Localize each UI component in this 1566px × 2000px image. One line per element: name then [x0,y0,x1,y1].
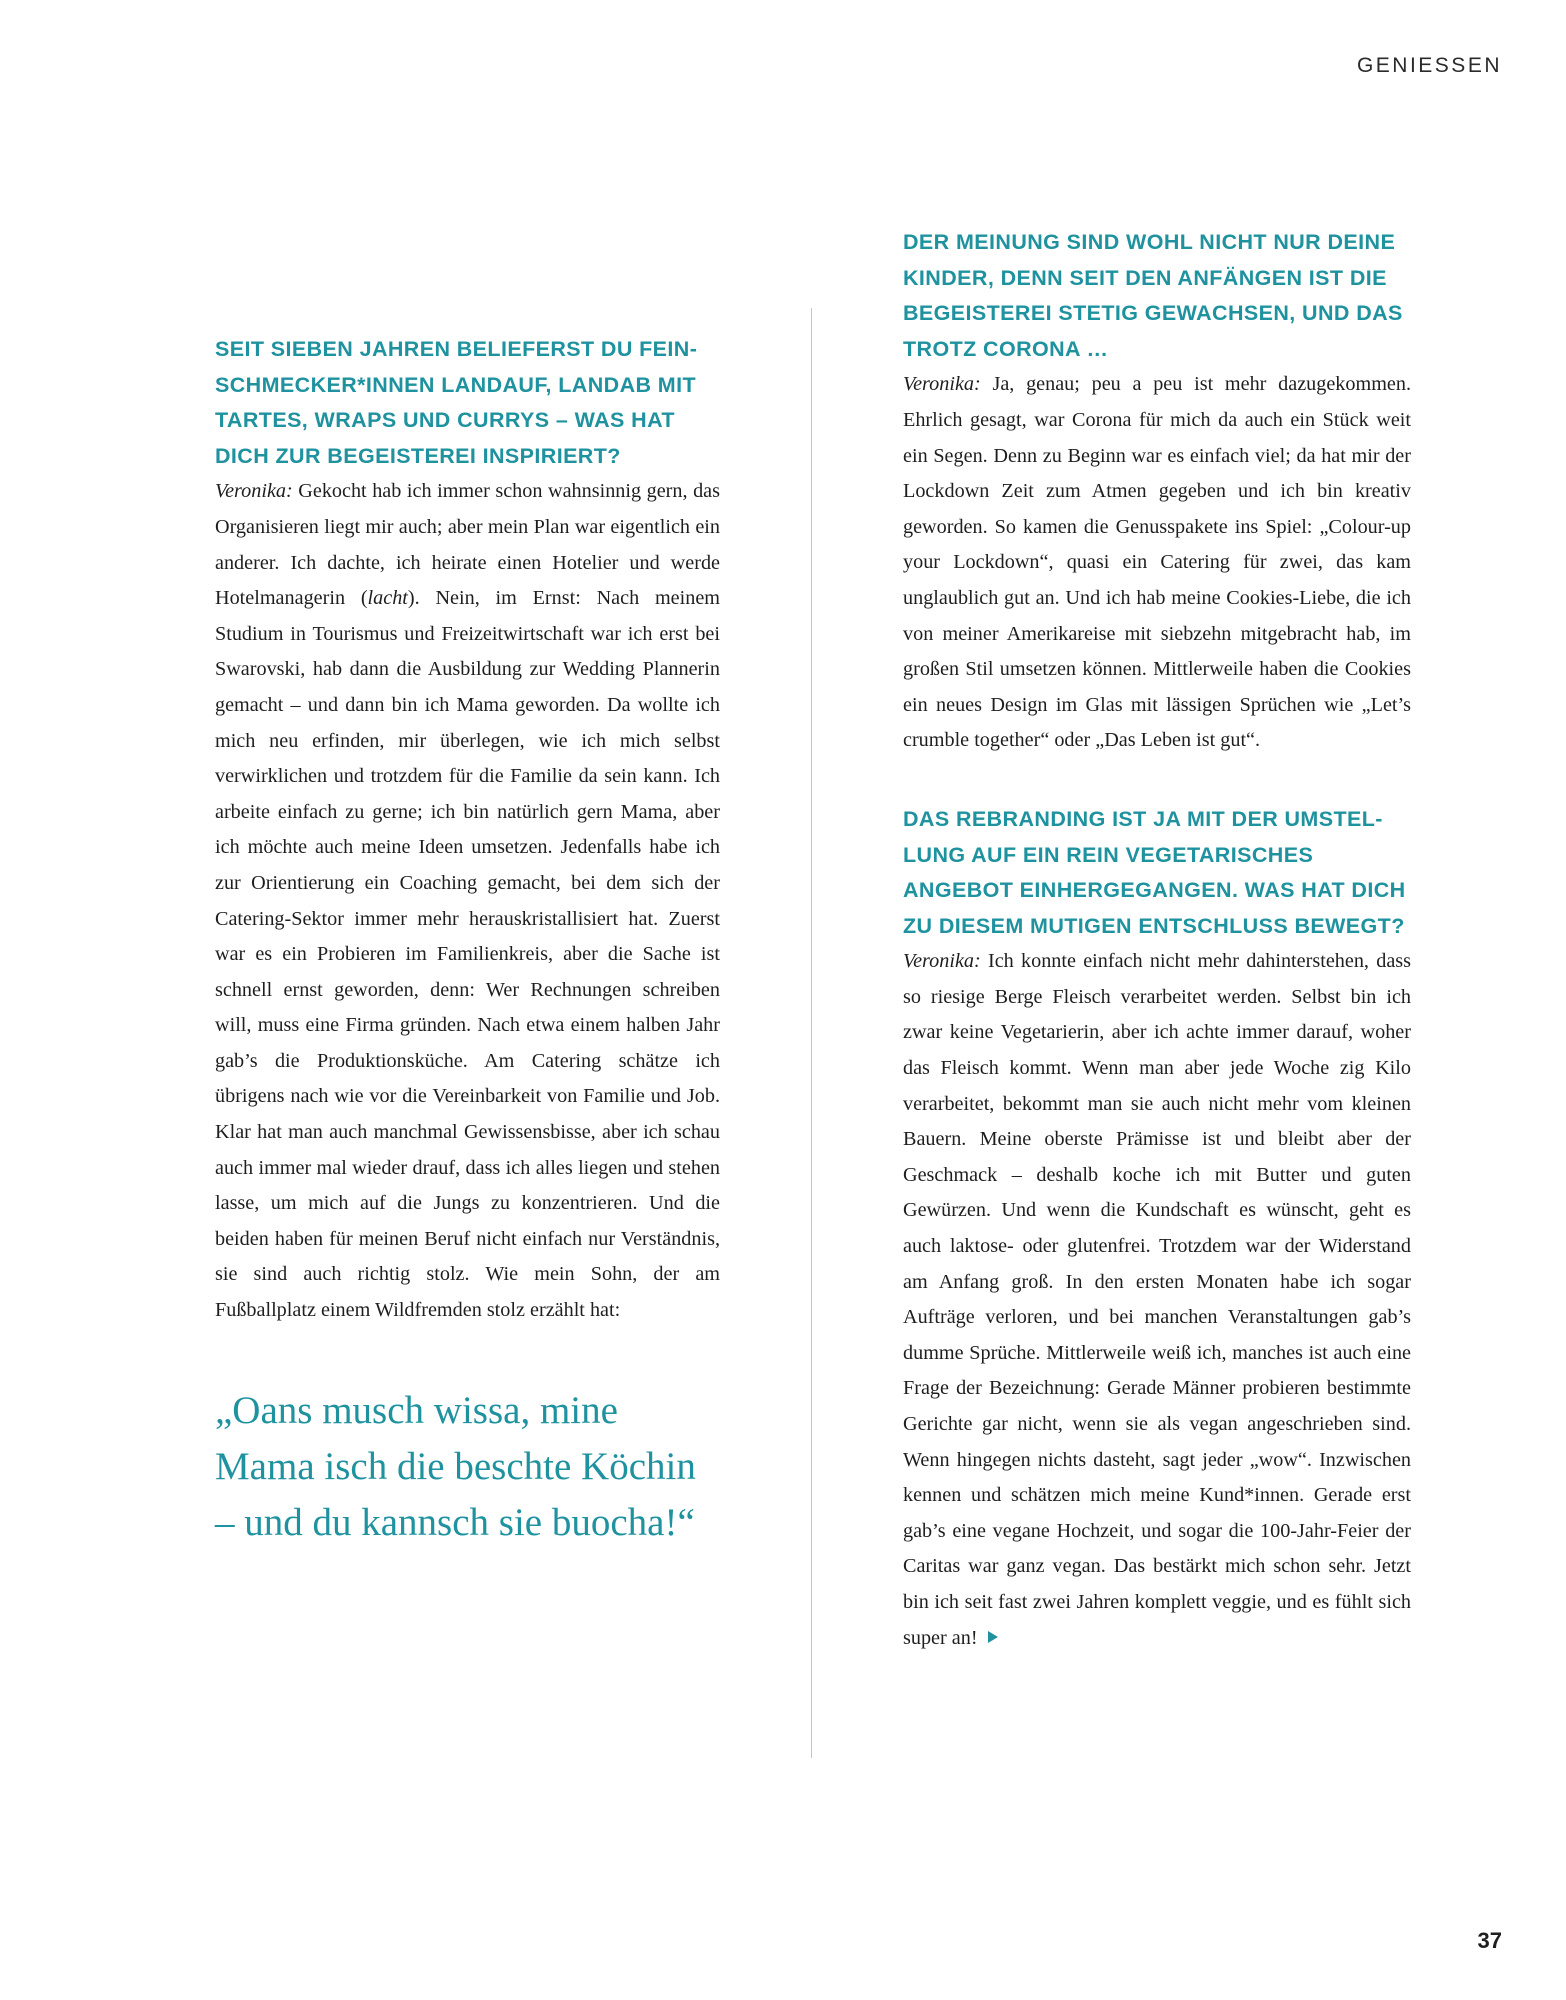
answer-text: Ja, genau; peu a peu ist mehr dazugekommen. Ehrlich gesagt, war Corona für mich da auch ein Stück weit ein Segen. Denn zu Beginn war es einfach viel; da hat mir der Lockdown Zeit zum Atmen gegeben und ich bin kreativ geworden. So kamen die Genusspakete ins Spiel: „Colour-up your Lockdown“, quasi ein Catering für zwei, das kam unglaublich gut an. Und ich hab meine Cookies-Liebe, die ich von meiner Amerikareise mit siebzehn mitgebracht hab, im großen Stil umsetzen können. Mittlerweile haben die Cookies ein neues Design im Glas mit lässigen Sprüchen wie „Let’s crumble together“ oder „Das Leben ist gut“. [903,373,1411,752]
interview-answer-2 [903,367,1411,759]
answer-text-part2: ). Nein, im Ernst: Nach meinem Studium in Tourismus und Freizeitwirtschaft war ich erst bei Swarovski, hab dann die Ausbildung zur Wedding Plannerin gemacht – und dann bin ich Mama geworden. Da wollte ich mich neu erfinden, mir überlegen, wie ich mich selbst verwirklichen und trotzdem für die Familie da sein kann. Ich arbeite einfach zu gerne; ich bin natürlich gern Mama, aber ich möchte auch meine Ideen umsetzen. Jedenfalls habe ich zur Orientierung ein Coaching gemacht, bei dem sich der Catering-Sektor immer mehr herauskristallisiert hat. Zuerst war es ein Probieren im Familienkreis, aber die Sache ist schnell ernst geworden, denn: Wer Rechnungen schreiben will, muss eine Firma gründen. Nach etwa einem halben Jahr gab’s die Produktionsküche. Am Catering schätze ich übrigens nach wie vor die Vereinbarkeit von Familie und Job. Klar hat man auch manchmal Gewissensbisse, aber ich schau auch immer mal wieder drauf, dass ich alles liegen und stehen lasse, um mich auf die Jungs zu konzentrieren. Und die beiden haben für meinen Beruf nicht einfach nur Verständnis, sie sind auch richtig stolz. Wie mein Sohn, der am Fußballplatz einem Wildfremden stolz erzählt hat: [215,587,720,1322]
interview-block-3 [903,802,1411,1656]
interview-question-3: DAS REBRANDING IST JA MIT DER UMSTELLUNG AUF EIN REIN VEGETARISCHES ANGEBOT EINHERGEGANGEN. WAS HAT DICH ZU DIESEM MUTIGEN ENTSCHLUSS BEWEGT? [903,806,1406,938]
section-label: GENIESSEN [1356,54,1502,77]
article-end-triangle-icon [988,1631,998,1643]
speaker-label: Veronika: [215,480,293,503]
answer-text: Ich konnte einfach nicht mehr dahinterstehen, dass so riesige Berge Fleisch verarbeitet werden. Selbst bin ich zwar keine Vegetarierin, aber ich achte immer darauf, woher das Fleisch kommt. Wenn man aber jede Woche zig Kilo verarbeitet, bekommt man sie auch nicht mehr vom kleinen Bauern. Meine oberste Prämisse ist und bleibt aber der Geschmack – deshalb koche ich mit Butter und guten Gewürzen. Und wenn die Kundschaft es wünscht, geht es auch laktose- oder glutenfrei. Trotzdem war der Widerstand am Anfang groß. In den ersten Monaten habe ich sogar Aufträge verloren, und bei manchen Veranstaltungen gab’s dumme Sprüche. Mittlerweile weiß ich, manches ist auch eine Frage der Bezeichnung: Gerade Männer probieren bestimmte Gerichte gar nicht, wenn sie als vegan angeschrieben sind. Wenn hingegen nichts dasteht, sagt jeder „wow“. Inzwischen kennen und schätzen mich meine Kund*innen. Gerade erst gab’s eine vegane Hochzeit, und sogar die 100-Jahr-Feier der Caritas war ganz vegan. Das bestärkt mich schon sehr. Jetzt bin ich seit fast zwei Jahren komplett veggie, und es fühlt sich super an! [903,950,1411,1649]
answer-text-part1: Gekocht hab ich immer schon wahnsinnig gern, das Organisieren liegt mir auch; aber mein Plan war eigentlich ein anderer. Ich dachte, ich heirate einen Hotelier und werde Hotelmanagerin ( [215,480,720,610]
interview-question-1: SEIT SIEBEN JAHREN BELIEFERST DU FEINSCHMECKER*INNEN LANDAUF, LANDAB MIT TARTES, WRAPS UND CURRYS – WAS HAT DICH ZUR BEGEISTEREI INSPIRIERT? [215,337,697,468]
page-number: 37 [1477,1928,1502,1953]
speaker-label: Veronika: [903,373,981,396]
answer-italic-aside: lacht [367,587,408,610]
speaker-label: Veronika: [903,950,981,973]
right-column [903,225,1411,1699]
column-divider [811,308,812,1758]
interview-block-2 [903,225,1411,759]
left-column [215,332,720,1551]
interview-answer-1 [215,474,720,1328]
pull-quote: „Oans musch wissa, mine Mama isch die beschte Köchin – und du kannsch sie buocha!“ [215,1388,696,1544]
interview-question-2: DER MEINUNG SIND WOHL NICHT NUR DEINE KINDER, DENN SEIT DEN ANFÄNGEN IST DIE BEGEISTEREI STETIG GEWACHSEN, UND DAS TROTZ CORONA … [903,230,1403,361]
interview-answer-3 [903,944,1411,1656]
